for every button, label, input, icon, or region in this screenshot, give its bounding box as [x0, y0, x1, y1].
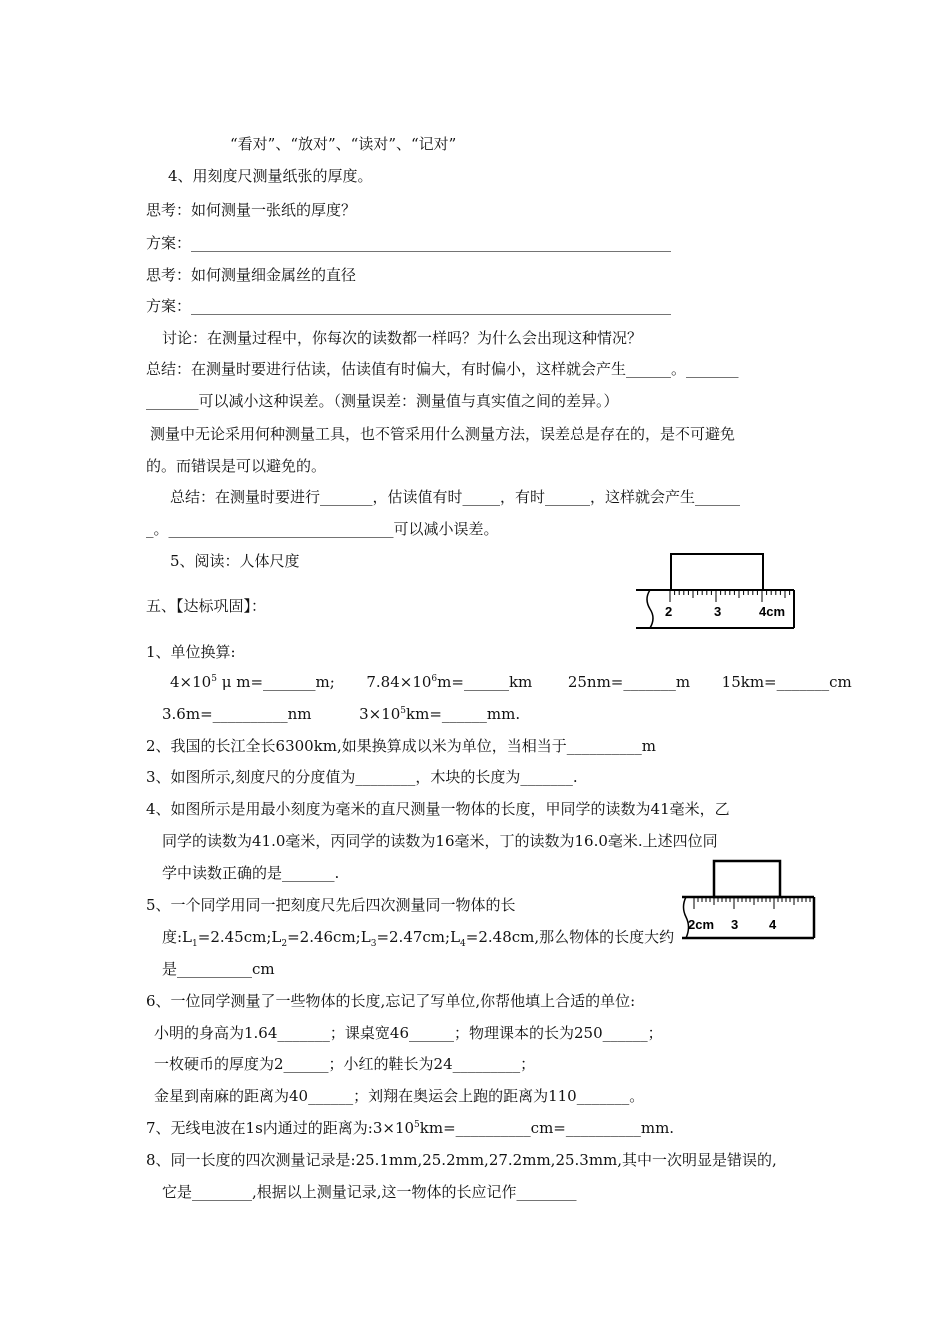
item-5-reading: 5、阅读：人体尺度: [170, 552, 300, 570]
item-4-heading: 4、用刻度尺测量纸张的厚度。: [168, 167, 373, 185]
q1-row-1: $4\times 10^5$ μ m=_______m; $7.84\times 10^6m=\_\_\_\_\_\_km$ 25nm=_______m 15km=_______cm: [170, 673, 852, 691]
plan-line-2: 方案：________________________________________________________________: [146, 297, 672, 315]
wood-block-1: [671, 554, 763, 590]
ruler-2-label-2cm: 2cm: [688, 917, 715, 932]
summary-1b: _______可以减小这种误差。（测量误差：测量值与真实值之间的差异。）: [146, 392, 619, 410]
summary-2a: 总结：在测量时要进行_______，估读值有时_____，有时______，这样就会产生______: [170, 488, 741, 506]
plan-line-1: 方案：________________________________________________________________: [146, 234, 672, 252]
q6-line-2: 一枚硬币的厚度为2______；小红的鞋长为24_________；: [154, 1055, 536, 1073]
summary-2b: _。______________________________可以减小误差。: [146, 520, 499, 538]
summary-1a: 总结：在测量时要进行估读，估读值有时偏大，有时偏小，这样就会产生______。_______: [146, 360, 739, 378]
ruler-2-label-3: 3: [731, 917, 739, 932]
q6-line-3: 金星到南麻的距离为40______；刘翔在奥运会上跑的距离为110_______。: [154, 1087, 645, 1105]
q5-line-1: 5、一个同学用同一把刻度尺先后四次测量同一物体的长: [146, 896, 516, 914]
q1-heading: 1、单位换算:: [146, 643, 236, 661]
q8-line-2: 它是________,根据以上测量记录,这一物体的长应记作________: [162, 1183, 577, 1201]
q5-line-2: 度$:L_1=2.45cm;L_2=2.46cm;L_3=2.47cm;L_4=2.48cm$,那么物体的长度大约: [162, 928, 675, 949]
ruler-1-label-3: 3: [714, 604, 722, 619]
error-note-2: 的。而错误是可以避免的。: [146, 457, 327, 475]
q5-line-3: 是__________cm: [162, 960, 275, 978]
ruler-2-label-4: 4: [769, 917, 777, 932]
ruler-1-label-2: 2: [665, 604, 673, 619]
q6-heading: 6、一位同学测量了一些物体的长度,忘记了写单位,你帮他填上合适的单位:: [146, 992, 636, 1010]
ruler-figure-2: [682, 858, 816, 942]
think-paper: 思考：如何测量一张纸的厚度？: [146, 201, 357, 219]
q4-line-2: 同学的读数为41.0毫米，丙同学的读数为16毫米，丁的读数为16.0毫米.上述四位同: [162, 832, 718, 850]
wood-block-2: [714, 861, 780, 897]
q6-line-1: 小明的身高为1.64_______；课桌宽46______；物理课本的长为250______；: [154, 1024, 663, 1042]
discussion: 讨论：在测量过程中，你每次的读数都一样吗？为什么会出现这种情况？: [162, 329, 643, 347]
q7: 7、无线电波在1s内通过的距离为$:3\times 10^5km=\_\_\_\_\_\_\_\_\_\_cm=\_\_\_\_\_\_\_\_\_\_mm$.: [146, 1119, 675, 1137]
think-wire: 思考：如何测量细金属丝的直径: [146, 266, 357, 284]
ruler-figure-1: [636, 552, 796, 632]
ruler-1-label-4cm: 4cm: [759, 604, 786, 619]
q4-line-1: 4、如图所示是用最小刻度为毫米的直尺测量一物体的长度，甲同学的读数为41毫米，乙: [146, 800, 730, 818]
q2: 2、我国的长江全长6300km,如果换算成以米为单位，当相当于__________m: [146, 737, 657, 755]
error-note-1: 测量中无论采用何种测量工具，也不管采用什么测量方法，误差总是存在的，是不可避免: [150, 425, 736, 443]
quote-line: “看对”、“放对”、“读对”、“记对”: [230, 135, 457, 153]
q3: 3、如图所示,刻度尺的分度值为________，木块的长度为_______.: [146, 768, 578, 786]
q1-row-2: 3.6m=__________nm $3\times 10^5km=\_\_\_\_\_\_mm$.: [162, 705, 521, 723]
q4-line-3: 学中读数正确的是_______.: [162, 864, 340, 882]
q8-line-1: 8、同一长度的四次测量记录是:25.1mm,25.2mm,27.2mm,25.3mm,其中一次明显是错误的,: [146, 1151, 777, 1169]
section-5-heading: 五、【达标巩固】：: [146, 597, 267, 615]
